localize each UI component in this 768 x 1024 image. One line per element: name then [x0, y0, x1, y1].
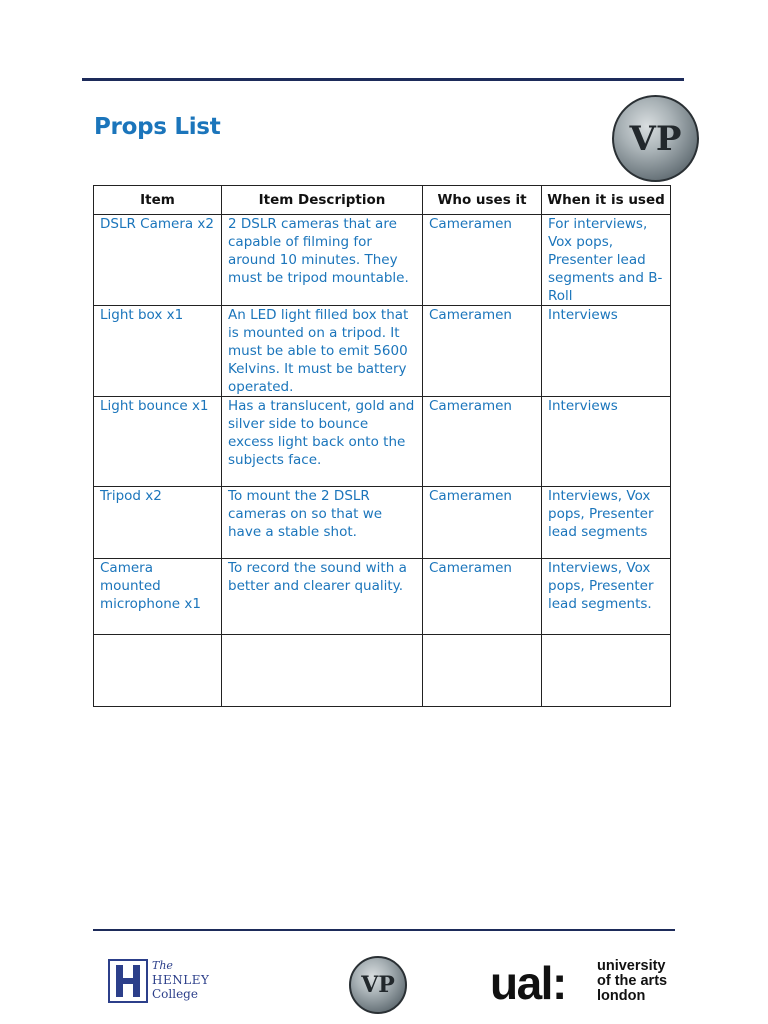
cell-item: DSLR Camera x2 — [94, 215, 222, 306]
cell-who — [423, 635, 542, 707]
header-item-description: Item Description — [222, 186, 423, 215]
ual-line-2: of the arts — [597, 973, 668, 989]
cell-item: Light bounce x1 — [94, 397, 222, 487]
cell-who: Cameramen — [423, 397, 542, 487]
cell-when: For interviews, Vox pops, Presenter lead segments and B-Roll — [542, 215, 671, 306]
cell-item: Light box x1 — [94, 306, 222, 397]
cell-description: 2 DSLR cameras that are capable of filming for around 10 minutes. They must be tripod mountable. — [222, 215, 423, 306]
henley-line-1: The — [152, 959, 173, 972]
cell-who: Cameramen — [423, 306, 542, 397]
table-header-row — [94, 186, 671, 215]
cell-when: Interviews — [542, 306, 671, 397]
cell-description: Has a translucent, gold and silver side to bounce excess light back onto the subjects face. — [222, 397, 423, 487]
cell-who: Cameramen — [423, 487, 542, 559]
table-row — [94, 487, 671, 559]
cell-when: Interviews, Vox pops, Presenter lead segments — [542, 487, 671, 559]
cell-who: Cameramen — [423, 559, 542, 635]
table-row — [94, 397, 671, 487]
cell-item: Tripod x2 — [94, 487, 222, 559]
table-row — [94, 306, 671, 397]
table-row — [94, 635, 671, 707]
ual-logo — [490, 958, 680, 1008]
header-who-uses-it: Who uses it — [423, 186, 542, 215]
cell-when: Interviews — [542, 397, 671, 487]
henley-line-2: HENLEY — [152, 973, 210, 987]
vp-logo-footer: VP — [349, 956, 407, 1014]
cell-description: An LED light filled box that is mounted on a tripod. It must be able to emit 5600 Kelvins. It must be battery operated. — [222, 306, 423, 397]
cell-description: To mount the 2 DSLR cameras on so that we have a stable shot. — [222, 487, 423, 559]
ual-wordmark — [597, 959, 667, 1004]
ual-mark: ual: — [490, 957, 566, 1009]
page-title: Props List — [94, 114, 221, 140]
henley-wordmark — [152, 959, 209, 1001]
ual-line-1: university — [597, 958, 666, 974]
henley-line-3: College — [152, 987, 198, 1001]
cell-when — [542, 635, 671, 707]
henley-crest-icon — [108, 959, 148, 1003]
cell-who: Cameramen — [423, 215, 542, 306]
ual-line-3: london — [597, 988, 646, 1004]
bottom-rule — [93, 929, 675, 931]
table-row — [94, 215, 671, 306]
cell-when: Interviews, Vox pops, Presenter lead segments. — [542, 559, 671, 635]
header-item: Item — [94, 186, 222, 215]
henley-college-logo — [108, 959, 218, 1005]
cell-description: To record the sound with a better and clearer quality. — [222, 559, 423, 635]
props-table — [93, 185, 671, 707]
top-rule — [82, 78, 684, 81]
cell-item — [94, 635, 222, 707]
header-when-it-is-used: When it is used — [542, 186, 671, 215]
cell-description — [222, 635, 423, 707]
cell-item: Camera mounted microphone x1 — [94, 559, 222, 635]
table-row — [94, 559, 671, 635]
vp-logo: VP — [612, 95, 699, 182]
